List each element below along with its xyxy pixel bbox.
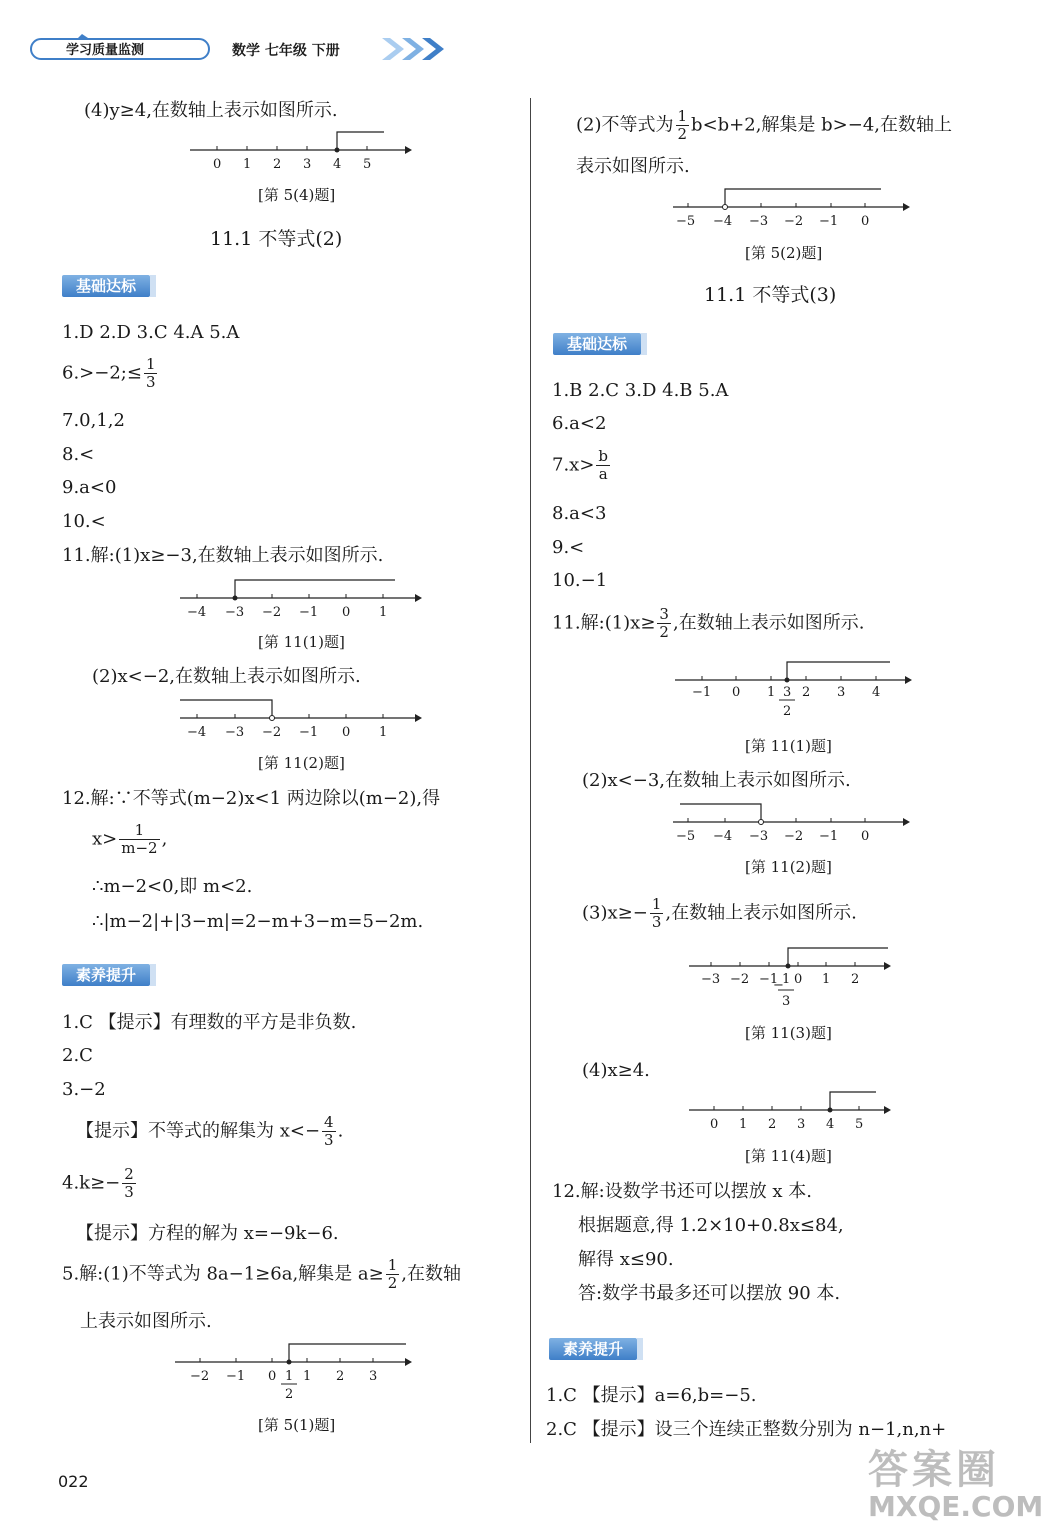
- left-b4-hint: 【提示】方程的解为 x=−9k−6.: [76, 1223, 339, 1244]
- caption-b5-1: [第 5(1)题]: [258, 1416, 336, 1434]
- right-a7: 7.x> $\frac{b}{a}$: [552, 447, 609, 483]
- caption-11-1-left: [第 11(1)题]: [258, 633, 345, 651]
- caption-5-4: [第 5(4)题]: [258, 186, 336, 204]
- right-a12-4: 答:数学书最多还可以摆放 90 本.: [578, 1283, 841, 1304]
- left-a6: 6.>−2;≤ $\frac{1}{3}$: [62, 355, 156, 391]
- svg-text:2: 2: [783, 704, 792, 719]
- right-b1: 1.C 【提示】a=6,b=−5.: [546, 1385, 757, 1406]
- left-b4: 4.k≥− $\frac{2}{3}$: [62, 1165, 134, 1201]
- number-line-11-1: [175, 578, 425, 622]
- svg-text:−4: −4: [713, 829, 733, 844]
- right-a12-2: 根据题意,得 1.2×10+0.8x≤84,: [578, 1215, 844, 1236]
- badge-advance-1: 素养提升: [62, 964, 150, 986]
- svg-text:−: −: [773, 978, 784, 993]
- left-a11-2: (2)x<−2,在数轴上表示如图所示.: [92, 666, 361, 687]
- svg-text:−2: −2: [262, 725, 282, 740]
- svg-text:3: 3: [783, 685, 792, 700]
- number-line-11-1-right: [670, 660, 920, 722]
- svg-text:−2: −2: [262, 605, 282, 620]
- right-a8: 8.a<3: [552, 503, 607, 524]
- svg-text:1: 1: [782, 972, 791, 987]
- svg-text:1: 1: [379, 605, 388, 620]
- left-a9: 9.a<0: [62, 477, 117, 498]
- svg-text:−5: −5: [676, 829, 696, 844]
- caption-11-2-left: [第 11(2)题]: [258, 754, 345, 772]
- right-a12-3: 解得 x≤90.: [578, 1249, 674, 1270]
- number-line-b5-1: [170, 1342, 420, 1404]
- svg-text:1: 1: [739, 1117, 748, 1132]
- svg-text:3: 3: [797, 1117, 806, 1132]
- watermark-logo: 答案圈 MXQE.COM: [868, 1447, 1044, 1523]
- right-q5-2: (2)不等式为 $\frac{1}{2}$ b<b+2,解集是 b>−4,在数轴上: [576, 107, 953, 143]
- right-a11-4: (4)x≥4.: [582, 1060, 650, 1081]
- column-divider: [530, 98, 531, 1443]
- svg-text:0: 0: [342, 605, 351, 620]
- svg-text:2: 2: [851, 972, 860, 987]
- header-title: 学习质量监测: [30, 38, 210, 60]
- svg-text:−1: −1: [759, 972, 779, 987]
- svg-text:−4: −4: [713, 214, 733, 229]
- left-a8: 8.<: [62, 444, 95, 465]
- section-title-2: 11.1 不等式(2): [210, 228, 343, 250]
- svg-text:−2: −2: [784, 829, 804, 844]
- svg-text:0: 0: [861, 829, 870, 844]
- svg-text:1: 1: [822, 972, 831, 987]
- svg-text:−4: −4: [187, 725, 207, 740]
- svg-text:1: 1: [379, 725, 388, 740]
- caption-11-3-right: [第 11(3)题]: [745, 1024, 832, 1042]
- svg-text:4: 4: [826, 1117, 835, 1132]
- tick-label: 1: [243, 157, 252, 172]
- left-a12-4: ∴|m−2|+|3−m|=2−m+3−m=5−2m.: [92, 911, 424, 932]
- left-q5-4-text: (4)y≥4,在数轴上表示如图所示.: [84, 100, 338, 121]
- right-b2: 2.C 【提示】设三个连续正整数分别为 n−1,n,n+: [546, 1419, 947, 1440]
- caption-5-2: [第 5(2)题]: [745, 244, 823, 262]
- svg-text:3: 3: [369, 1369, 378, 1384]
- svg-text:−2: −2: [730, 972, 750, 987]
- right-a9: 9.<: [552, 537, 585, 558]
- svg-text:−3: −3: [225, 725, 245, 740]
- svg-text:−2: −2: [190, 1369, 210, 1384]
- svg-text:−1: −1: [226, 1369, 246, 1384]
- svg-text:−3: −3: [225, 605, 245, 620]
- svg-text:2: 2: [336, 1369, 345, 1384]
- svg-text:3: 3: [782, 994, 791, 1009]
- chevron-right-icon: [380, 36, 456, 62]
- number-line-11-4-right: [684, 1090, 904, 1134]
- svg-text:−1: −1: [692, 685, 712, 700]
- svg-text:−2: −2: [784, 214, 804, 229]
- page-number: 022: [58, 1472, 89, 1491]
- badge-basic-2: 基础达标: [553, 333, 641, 355]
- tick-label: 3: [303, 157, 312, 172]
- right-q5-2-line2: 表示如图所示.: [576, 156, 690, 177]
- svg-text:−1: −1: [299, 725, 319, 740]
- svg-text:0: 0: [861, 214, 870, 229]
- tick-label: 2: [273, 157, 282, 172]
- left-b5-line2: 上表示如图所示.: [80, 1311, 212, 1332]
- svg-text:−5: −5: [676, 214, 696, 229]
- left-b2: 2.C: [62, 1045, 93, 1066]
- svg-text:−1: −1: [819, 829, 839, 844]
- badge-advance-2: 素养提升: [549, 1338, 637, 1360]
- svg-text:4: 4: [872, 685, 881, 700]
- svg-text:1: 1: [767, 685, 776, 700]
- svg-text:3: 3: [837, 685, 846, 700]
- svg-text:−4: −4: [187, 605, 207, 620]
- section-title-3: 11.1 不等式(3): [704, 284, 837, 306]
- svg-text:0: 0: [342, 725, 351, 740]
- svg-text:2: 2: [802, 685, 811, 700]
- svg-text:0: 0: [794, 972, 803, 987]
- number-line-11-3-right: [684, 946, 904, 1012]
- svg-text:−3: −3: [749, 829, 769, 844]
- svg-text:2: 2: [285, 1387, 294, 1402]
- right-a1-5: 1.B 2.C 3.D 4.B 5.A: [552, 380, 729, 401]
- svg-text:1: 1: [285, 1369, 294, 1384]
- number-line-5-4: [180, 130, 420, 174]
- right-a10: 10.−1: [552, 570, 608, 591]
- svg-text:−1: −1: [819, 214, 839, 229]
- number-line-5-2: [668, 187, 918, 231]
- left-a12-2: x> $\frac{1}{m-2}$ ,: [92, 821, 168, 857]
- svg-text:−3: −3: [701, 972, 721, 987]
- left-a12-1: 12.解:∵不等式(m−2)x<1 两边除以(m−2),得: [62, 788, 441, 809]
- svg-text:0: 0: [268, 1369, 277, 1384]
- right-a11-3: (3)x≥− $\frac{1}{3}$ ,在数轴上表示如图所示.: [582, 895, 857, 931]
- left-a11-1: 11.解:(1)x≥−3,在数轴上表示如图所示.: [62, 545, 384, 566]
- number-line-11-2: [175, 698, 425, 742]
- tick-label: 4: [333, 157, 342, 172]
- right-a12-1: 12.解:设数学书还可以摆放 x 本.: [552, 1181, 813, 1202]
- badge-basic-1: 基础达标: [62, 275, 150, 297]
- right-a11-2: (2)x<−3,在数轴上表示如图所示.: [582, 770, 851, 791]
- svg-text:2: 2: [768, 1117, 777, 1132]
- svg-text:−3: −3: [749, 214, 769, 229]
- tick-label: 0: [213, 157, 222, 172]
- left-a7: 7.0,1,2: [62, 410, 125, 431]
- svg-text:−1: −1: [299, 605, 319, 620]
- left-b3: 3.−2: [62, 1079, 106, 1100]
- left-a12-3: ∴m−2<0,即 m<2.: [92, 876, 253, 897]
- axis-ticks: [217, 146, 367, 150]
- right-a11-1: 11.解:(1)x≥ $\frac{3}{2}$ ,在数轴上表示如图所示.: [552, 605, 865, 641]
- caption-11-4-right: [第 11(4)题]: [745, 1147, 832, 1165]
- left-b5: 5.解:(1)不等式为 8a−1≥6a,解集是 a≥ $\frac{1}{2}$ ,在数轴: [62, 1256, 461, 1292]
- svg-text:5: 5: [855, 1117, 864, 1132]
- tick-label: 5: [363, 157, 372, 172]
- svg-text:0: 0: [732, 685, 741, 700]
- caption-11-2-right: [第 11(2)题]: [745, 858, 832, 876]
- number-line-11-2-right: [668, 802, 918, 846]
- header-subject: 数学 七年级 下册: [232, 43, 340, 59]
- left-b3-hint: 【提示】不等式的解集为 x<− $\frac{4}{3}$ .: [76, 1113, 344, 1149]
- right-a6: 6.a<2: [552, 413, 607, 434]
- left-b1: 1.C 【提示】有理数的平方是非负数.: [62, 1012, 357, 1033]
- left-a1-5: 1.D 2.D 3.C 4.A 5.A: [62, 322, 240, 343]
- caption-11-1-right: [第 11(1)题]: [745, 737, 832, 755]
- svg-text:0: 0: [710, 1117, 719, 1132]
- left-a10: 10.<: [62, 511, 106, 532]
- svg-text:1: 1: [303, 1369, 312, 1384]
